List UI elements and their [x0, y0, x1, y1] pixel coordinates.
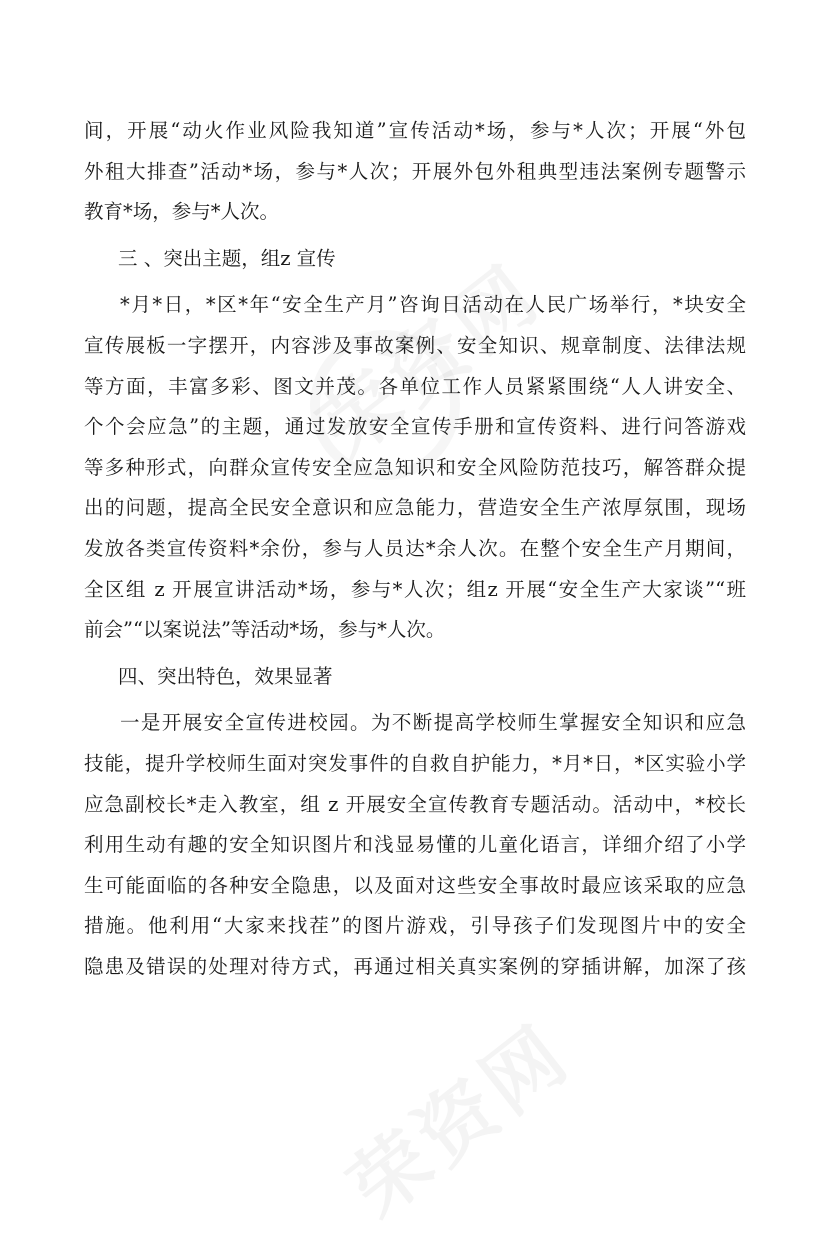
watermark-logo-bottom — [322, 994, 590, 1237]
text-line: 外租大排查”活动*场，参与*人次；开展外包外租典型违法案例专题警示 — [84, 159, 746, 183]
document-body — [84, 111, 746, 987]
text-line: 应急副校长*走入教室，组 z 开展安全宣传教育专题活动。活动中，*校长 — [84, 792, 746, 816]
text-line: 等方面，丰富多彩、图文并茂。各单位工作人员紧紧围绕“人人讲安全、 — [84, 374, 746, 398]
text-line: 措施。他利用“大家来找茬”的图片游戏，引导孩子们发现图片中的安全 — [84, 914, 746, 938]
paragraph-2 — [84, 285, 746, 650]
text-line: 一是开展安全宣传进校园。为不断提高学校师生掌握安全知识和应急 — [120, 711, 746, 735]
text-line: 等多种形式，向群众宣传安全应急知识和安全风险防范技巧，解答群众提 — [84, 455, 746, 479]
text-line: 教育*场，参与*人次。 — [84, 200, 280, 224]
text-line: 隐患及错误的处理对待方式，再通过相关真实案例的穿插讲解，加深了孩 — [84, 954, 746, 978]
section-heading-3: 三 、突出主题，组z 宣传 — [118, 246, 336, 270]
text-line: 宣传展板一字摆开，内容涉及事故案例、安全知识、规章制度、法律法规 — [84, 333, 746, 357]
text-line: 间，开展“动火作业风险我知道”宣传活动*场，参与*人次；开展“外包 — [84, 119, 746, 142]
text-line: 发放各类宣传资料*余份，参与人员达*余人次。在整个安全生产月期间， — [84, 536, 746, 560]
text-line: 生可能面临的各种安全隐患，以及面对这些安全事故时最应该采取的应急 — [84, 873, 746, 897]
section-heading-4: 四、突出特色，效果显著 — [118, 664, 333, 688]
text-line: 利用生动有趣的安全知识图片和浅显易懂的儿童化语言，详细介绍了小学 — [84, 833, 746, 857]
text-line: 全区组 z 开展宣讲活动*场，参与*人次；组z 开展“安全生产大家谈”“班 — [84, 577, 746, 601]
text-line: 个个会应急”的主题，通过发放安全宣传手册和宣传资料、进行问答游戏 — [84, 415, 746, 439]
text-line: 技能，提升学校师生面对突发事件的自救自护能力，*月*日，*区实验小学 — [84, 751, 746, 775]
paragraph-3 — [84, 703, 746, 987]
text-line: 出的问题，提高全民安全意识和应急能力，营造安全生产浓厚氛围，现场 — [84, 496, 746, 520]
text-line: 前会”“以案说法”等活动*场，参与*人次。 — [84, 618, 446, 642]
text-line: *月*日，*区*年“安全生产月”咨询日活动在人民广场举行，*块安全 — [120, 293, 746, 317]
paragraph-1 — [84, 111, 746, 233]
